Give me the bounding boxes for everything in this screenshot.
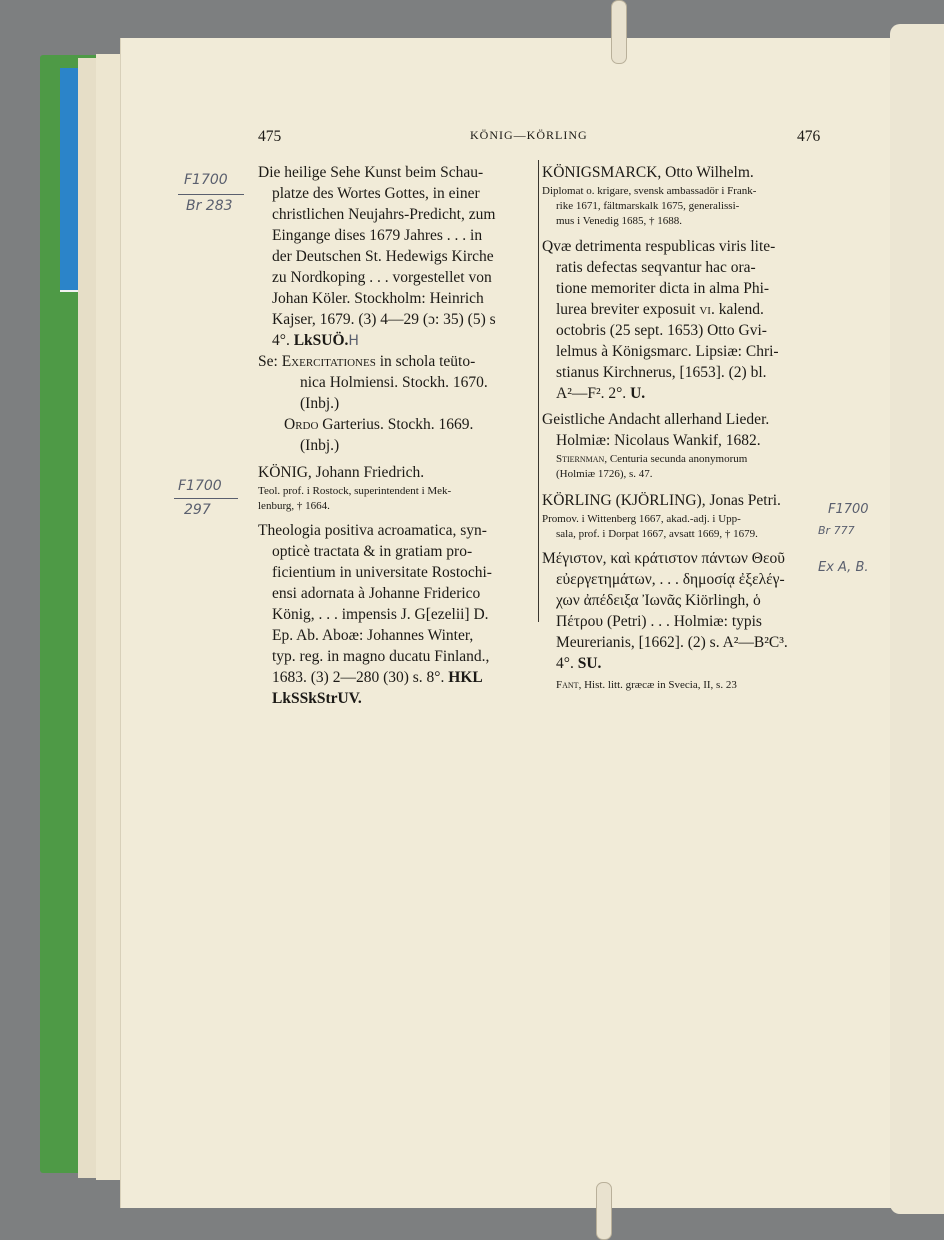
bio-line: Promov. i Wittenberg 1667, akad.-adj. i Upp- (542, 513, 741, 525)
handwritten-mark: H (348, 333, 359, 349)
entry-line: Meurerianis, [1662]. (2) s. A²—B²C³. (556, 634, 788, 651)
entry-line: Kajser, 1679. (3) 4—29 (ɔ: 35) (5) s (272, 311, 496, 328)
see-also-line (284, 414, 473, 435)
right-page-number: 476 (797, 128, 821, 145)
reference-line (556, 452, 747, 468)
entry-line: ensi adornata à Johanne Friderico (272, 585, 481, 602)
margin-note: F1700 (828, 502, 869, 517)
collation: 1683. (3) 2—280 (30) s. 8°. (272, 669, 445, 686)
reference-author: Fant (556, 679, 579, 691)
library-sigla: LkSUÖ. (293, 332, 349, 349)
entry-line: octobris (25 sept. 1653) Otto Gvi- (556, 322, 767, 339)
library-sigla: LkSSkStrUV. (272, 690, 362, 707)
entry-text: lurea breviter exposuit (556, 301, 700, 318)
book-clip-bottom (596, 1182, 612, 1240)
see-rest: Garterius. Stockh. 1669. (318, 416, 474, 433)
entry-line: εὐεργετημάτων, . . . δημοσίᾳ ἐξελέγ- (556, 571, 785, 588)
blue-bookmark (60, 68, 78, 290)
margin-note: Ex A, B. (818, 560, 869, 575)
margin-underline (178, 194, 244, 195)
entry-line: Μέγιστον, καὶ κράτιστον πάντων Θεοῦ (542, 550, 785, 567)
library-sigla: SU. (577, 655, 602, 672)
column-divider (538, 160, 539, 622)
margin-note: F1700 (178, 478, 222, 494)
entry-heading: KÖNIG, Johann Friedrich. (258, 464, 425, 481)
entry-line: Ep. Ab. Aboæ: Johannes Winter, (272, 627, 474, 644)
entry-heading: KÖNIGSMARCK, Otto Wilhelm. (542, 164, 754, 181)
entry-line: König, . . . impensis J. G[ezelii] D. (272, 606, 489, 623)
reference-text: , Centuria secunda anonymorum (604, 453, 748, 465)
entry-line: stianus Kirchnerus, [1653]. (2) bl. (556, 364, 767, 381)
entry-line: (Inbj.) (300, 395, 340, 412)
entry-line: Qvæ detrimenta respublicas viris lite- (542, 238, 776, 255)
entry-line: zu Nordkoping . . . vorgestellet von (272, 269, 492, 286)
bio-line: Diplomat o. krigare, svensk ambassadör i Frank- (542, 185, 757, 197)
margin-note: 297 (184, 502, 211, 518)
margin-note: F1700 (184, 172, 228, 188)
entry-line (556, 383, 645, 404)
bio-line: sala, prof. i Dorpat 1667, avsatt 1669, † 1679. (556, 528, 758, 540)
entry-line: Die heilige Sehe Kunst beim Schau- (258, 164, 484, 181)
see-also-line (258, 351, 475, 372)
entry-line: opticè tractata & in gratiam pro- (272, 543, 473, 560)
entry-line: Geistliche Andacht allerhand Lieder. (542, 411, 770, 428)
bio-line: mus i Venedig 1685, † 1688. (556, 215, 682, 227)
format: 4°. (272, 332, 290, 349)
entry-line: nica Holmiensi. Stockh. 1670. (300, 374, 488, 391)
see-title: Exercitationes (281, 353, 376, 370)
reference-text: , Hist. litt. græcæ in Svecia, II, s. 23 (578, 679, 737, 691)
entry-line: ratis defectas seqvantur hac ora- (556, 259, 756, 276)
entry-line: Theologia positiva acroamatica, syn- (258, 522, 487, 539)
roman-numeral: vi (699, 301, 711, 318)
margin-underline (174, 498, 238, 499)
library-sigla: U. (630, 385, 646, 402)
entry-line: typ. reg. in magno ducatu Finland., (272, 648, 490, 665)
entry-heading: KÖRLING (KJÖRLING), Jonas Petri. (542, 492, 781, 509)
entry-line (272, 667, 483, 688)
bio-line: lenburg, † 1664. (258, 500, 330, 512)
margin-note: Br 283 (186, 198, 233, 214)
book-clip-top (611, 0, 627, 64)
see-label: Se: (258, 353, 282, 370)
running-title: KÖNIG—KÖRLING (470, 128, 588, 142)
entry-line: tione memoriter dicta in alma Phi- (556, 280, 770, 297)
entry-line: der Deutschen St. Hedewigs Kirche (272, 248, 494, 265)
format: 4°. (556, 655, 574, 672)
book-page (120, 38, 895, 1208)
entry-text: . kalend. (710, 301, 764, 318)
entry-line: platze des Wortes Gottes, in einer (272, 185, 480, 202)
bio-line: Teol. prof. i Rostock, superintendent i Mek- (258, 485, 452, 497)
collation: A²—F². 2°. (556, 385, 627, 402)
bookmark-line (60, 290, 78, 292)
facing-page-edge (890, 24, 944, 1214)
reference-line: (Holmiæ 1726), s. 47. (556, 468, 653, 480)
bio-line: rike 1671, fältmarskalk 1675, generalissi- (556, 200, 740, 212)
entry-line: lelmus à Königsmarc. Lipsiæ: Chri- (556, 343, 779, 360)
entry-line: (Inbj.) (300, 437, 340, 454)
entry-line: Πέτρου (Petri) . . . Holmiæ: typis (556, 613, 762, 630)
entry-line: Johan Köler. Stockholm: Heinrich (272, 290, 484, 307)
entry-line: Holmiæ: Nicolaus Wankif, 1682. (556, 432, 761, 449)
reference-line (556, 678, 737, 694)
entry-line (272, 688, 362, 709)
reference-author: Stiernman (556, 453, 605, 465)
see-title: Ordo (284, 416, 319, 433)
entry-line: ficientium in universitate Rostochi- (272, 564, 492, 581)
entry-line: χων ἀπέδειξα Ἰωνᾶς Kiörlingh, ὁ (556, 592, 761, 609)
entry-line (272, 330, 359, 352)
margin-note: Br 777 (818, 524, 855, 537)
entry-line: Eingange dises 1679 Jahres . . . in (272, 227, 483, 244)
library-sigla: HKL (448, 669, 483, 686)
entry-line (556, 299, 764, 320)
see-rest: in schola teüto- (375, 353, 476, 370)
left-page-number: 475 (258, 128, 282, 145)
entry-line: christlichen Neujahrs-Predicht, zum (272, 206, 496, 223)
entry-line (556, 653, 601, 674)
